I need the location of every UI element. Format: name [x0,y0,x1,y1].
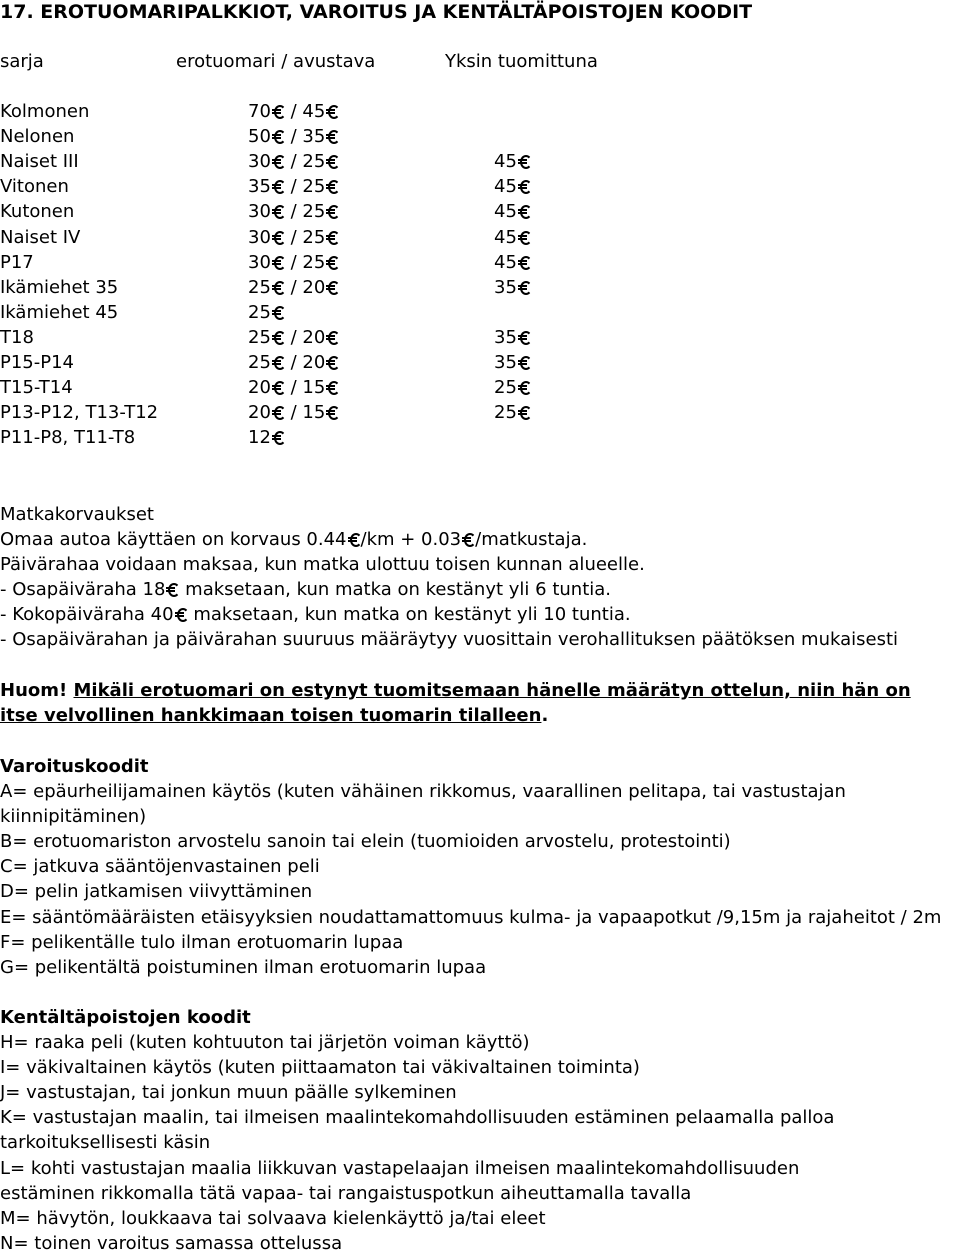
series-name-text: Kolmonen [0,101,90,122]
referee-amount: 12 [248,427,271,449]
series-name-text: P11-P8, T11-T8 [0,427,136,449]
fee-row [0,101,960,123]
referee-fee: 25 / 20 [248,277,339,299]
euro-icon [274,380,285,394]
single-amount: 25 [494,402,517,424]
euro-icon [328,179,339,193]
single-fee [494,201,531,223]
euro-icon [328,154,339,168]
series-name [0,302,118,324]
single-amount: 45 [494,151,517,173]
series-name-text: Nelonen [0,126,75,148]
fee-row [0,252,960,274]
code-line: I= väkivaltainen käytös (kuten piittaamaton tai väkivaltainen toiminta) [0,1057,640,1079]
code-line: N= toinen varoitus samassa ottelussa [0,1232,343,1254]
notice-line-2: itse velvollinen hankkimaan toisen tuomarin tilalleen. [0,705,549,726]
referee-amount: 20 [248,402,271,424]
single-fee [494,402,531,424]
euro-icon [520,405,531,419]
travel-car-rate: Omaa autoa käyttäen on korvaus 0.44 /km + 0.03 /matkustaja. [0,529,588,550]
series-name-text: Vitonen [0,176,69,198]
referee-fee: 35 / 25 [248,176,339,198]
euro-icon [520,230,531,244]
fee-row [0,377,960,399]
euro-icon [274,230,285,244]
fee-row [0,126,960,148]
single-amount: 45 [494,176,517,198]
series-name-text: P15-P14 [0,352,75,373]
series-name [0,201,74,223]
single-amount: 45 [494,251,517,273]
assistant-amount: 20 [302,326,326,348]
referee-fee: 20 / 15 [248,402,339,424]
euro-icon [328,230,339,244]
code-line: C= jatkuva sääntöjenvastainen peli [0,856,320,878]
notice-line-1: Huom! Mikäli erotuomari on estynyt tuomitsemaan hänelle määrätyn ottelun, niin hän on [0,680,911,701]
euro-icon [464,532,475,546]
code-line: J= vastustajan, tai jonkun muun päälle sylkeminen [0,1082,457,1104]
referee-fee [248,302,285,324]
assistant-amount: 20 [302,352,326,373]
euro-icon [274,405,285,419]
euro-icon [520,179,531,193]
code-line: K= vastustajan maalin, tai ilmeisen maalintekomahdollisuuden estäminen pelaamalla palloa [0,1107,835,1129]
referee-fee: 25 / 20 [248,352,339,374]
code-line: F= pelikentälle tulo ilman erotuomarin lupaa [0,931,404,953]
col-header-series: sarja [0,51,44,72]
referee-fee: 50 / 35 [248,126,339,148]
referee-fee: 30 / 25 [248,227,339,249]
series-name-text: Naiset IV [0,226,81,248]
single-amount: 45 [494,201,517,223]
euro-icon [274,330,285,344]
euro-icon [274,154,285,168]
series-name [0,327,34,349]
euro-icon [328,280,339,294]
code-line: M= hävytön, loukkaava tai solvaava kielenkäyttö ja/tai eleet [0,1207,546,1229]
code-line: L= kohti vastustajan maalia liikkuvan vastapelaajan ilmeisen maalintekomahdollisuuden [0,1157,800,1179]
euro-icon [520,355,531,369]
single-fee [494,176,531,198]
referee-fee: 30 / 25 [248,252,339,274]
referee-fee: 20 / 15 [248,377,339,399]
code-line: estäminen rikkomalla tätä vapaa- tai rangaistuspotkun aiheuttamalla tavalla [0,1182,692,1204]
code-line: E= sääntömääräisten etäisyyksien noudattamattomuus kulma- ja vapaapotkut /9,15m ja rajaheitot / 2m [0,906,942,928]
fee-row [0,302,960,324]
series-name-text: Kutonen [0,201,75,223]
euro-icon [328,104,339,118]
single-amount: 35 [494,326,517,348]
single-amount: 25 [494,377,517,399]
euro-icon [328,405,339,419]
referee-amount: 50 [248,126,271,148]
euro-icon [520,330,531,344]
euro-icon [328,255,339,269]
assistant-amount: 25 [302,151,326,173]
single-fee [494,227,531,249]
series-name-text: P17 [0,251,34,273]
referee-amount: 20 [248,377,271,399]
col-header-single: Yksin tuomittuna [445,51,598,72]
series-name-text: Naiset III [0,151,79,173]
euro-icon [274,129,285,143]
referee-amount: 30 [248,201,271,223]
series-name [0,402,158,424]
series-name-text: T18 [0,326,34,348]
single-fee [494,252,531,274]
euro-icon [350,532,361,546]
referee-fee: 70 / 45 [248,101,339,123]
code-line: tarkoituksellisesti käsin [0,1132,211,1154]
referee-amount: 30 [248,226,271,248]
referee-fee: 25 / 20 [248,327,339,349]
series-name-text: Ikämiehet 45 [0,301,119,323]
fee-row [0,277,960,299]
referee-fee: 30 / 25 [248,151,339,173]
series-name-text: T15-T14 [0,377,73,399]
euro-icon [177,607,188,621]
euro-icon [328,129,339,143]
euro-icon [328,330,339,344]
euro-icon [274,104,285,118]
travel-heading: Matkakorvaukset [0,504,154,525]
fee-row [0,427,960,449]
single-amount: 35 [494,276,517,298]
series-name [0,151,79,173]
assistant-amount: 25 [302,251,326,273]
fee-row [0,151,960,173]
assistant-amount: 25 [302,176,326,198]
euro-icon [274,179,285,193]
euro-icon [274,355,285,369]
assistant-amount: 35 [302,126,326,148]
series-name [0,227,80,249]
code-line: kiinnipitäminen) [0,806,147,828]
fee-row [0,327,960,349]
series-name [0,126,74,148]
euro-icon [274,430,285,444]
series-name [0,277,118,299]
assistant-amount: 25 [302,226,326,248]
referee-amount: 25 [248,352,271,373]
travel-full-day: - Kokopäiväraha 40 maksetaan, kun matka on kestänyt yli 10 tuntia. [0,604,631,625]
sendoffs-heading: Kentältäpoistojen koodit [0,1007,251,1028]
single-fee [494,377,531,399]
fee-row [0,402,960,424]
assistant-amount: 25 [302,201,326,223]
code-line: A= epäurheilijamainen käytös (kuten vähäinen rikkomus, vaarallinen pelitapa, tai vastustajan [0,781,846,802]
euro-icon [520,280,531,294]
single-fee [494,151,531,173]
referee-amount: 30 [248,151,271,173]
referee-amount: 35 [248,176,271,198]
euro-icon [274,255,285,269]
euro-icon [328,204,339,218]
assistant-amount: 45 [302,101,326,122]
series-name-text: P13-P12, T13-T12 [0,402,159,424]
warnings-heading: Varoituskoodit [0,756,149,777]
travel-tax-note: - Osapäivärahan ja päivärahan suuruus määräytyy vuosittain verohallituksen päätöksen mukaisesti [0,629,899,650]
single-amount: 35 [494,352,517,373]
single-fee [494,327,531,349]
assistant-amount: 15 [302,377,326,399]
assistant-amount: 15 [302,402,326,424]
series-name [0,377,73,399]
euro-icon [328,380,339,394]
notice-label: Huom! [0,680,68,701]
code-line: D= pelin jatkamisen viivyttäminen [0,881,313,903]
referee-fee: 30 / 25 [248,201,339,223]
single-fee [494,277,531,299]
series-name [0,176,69,198]
code-line: B= erotuomariston arvostelu sanoin tai elein (tuomioiden arvostelu, protestointi) [0,831,731,853]
fee-row [0,201,960,223]
euro-icon [520,154,531,168]
referee-amount: 25 [248,301,271,323]
euro-icon [520,204,531,218]
euro-icon [274,280,285,294]
single-fee [494,352,531,374]
referee-amount: 70 [248,101,271,122]
referee-amount: 25 [248,276,271,298]
referee-fee [248,427,285,449]
single-amount: 45 [494,226,517,248]
euro-icon [328,355,339,369]
fee-row [0,176,960,198]
series-name [0,427,135,449]
series-name-text: Ikämiehet 35 [0,276,119,298]
travel-allowance: Päivärahaa voidaan maksaa, kun matka ulottuu toisen kunnan alueelle. [0,554,645,575]
referee-amount: 25 [248,326,271,348]
series-name [0,352,74,374]
euro-icon [274,305,285,319]
referee-amount: 30 [248,251,271,273]
code-line: H= raaka peli (kuten kohtuuton tai järjetön voiman käyttö) [0,1032,530,1053]
euro-icon [274,204,285,218]
euro-icon [520,380,531,394]
euro-icon [520,255,531,269]
assistant-amount: 20 [302,276,326,298]
fee-row [0,227,960,249]
page-title: 17. EROTUOMARIPALKKIOT, VAROITUS JA KENTÄLTÄPOISTOJEN KOODIT [0,1,753,23]
travel-half-day: - Osapäiväraha 18 maksetaan, kun matka on kestänyt yli 6 tuntia. [0,579,612,600]
code-line: G= pelikentältä poistuminen ilman erotuomarin lupaa [0,956,487,978]
series-name [0,252,34,274]
fee-row [0,352,960,374]
series-name [0,101,89,123]
euro-icon [168,582,179,596]
col-header-referee: erotuomari / avustava [176,51,376,72]
